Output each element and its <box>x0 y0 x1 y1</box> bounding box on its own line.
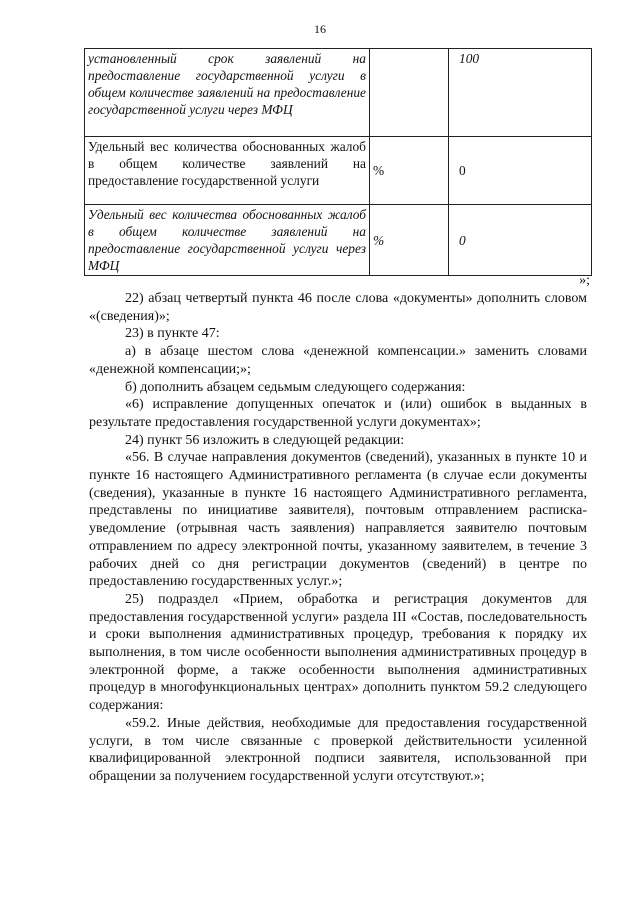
indicator-name: Удельный вес количества обоснованных жалоб в общем количестве заявлений на предоставление государственной услуги <box>85 137 370 205</box>
paragraph: «6) исправление допущенных опечаток и (или) ошибок в выданных в результате предоставления государственной услуги документах»; <box>89 397 587 430</box>
paragraph: «59.2. Иные действия, необходимые для предоставления государственной услуги, в том числе связанные с проверкой действительности усиленной квалифицированной электронной подписи заявителя, использованной при обращении за получением государственной услуги отсутствуют.»; <box>89 715 587 784</box>
paragraph: 22) абзац четвертый пункта 46 после слова «документы» дополнить словом «(сведения)»; <box>89 291 587 324</box>
indicators-table <box>84 48 592 276</box>
indicator-unit <box>370 49 449 137</box>
indicator-name: установленный срок заявлений на предоставление государственной услуги в общем количестве заявлений на предоставление государственной услуги через МФЦ <box>85 49 370 137</box>
amendment-text <box>89 290 587 786</box>
indicator-unit: % <box>370 205 449 276</box>
indicator-value: 100 <box>449 49 592 137</box>
indicator-name: Удельный вес количества обоснованных жалоб в общем количестве заявлений на предоставление государственной услуги через МФЦ <box>85 205 370 276</box>
paragraph: «56. В случае направления документов (сведений), указанных в пункте 10 и пункте 16 настоящего Административного регламента (в случае если документы (сведения), указанные в пункте 16 настоящего Административного регламента, представлены по инициативе заявителя), почтовым отправлением расписка-уведомление (отрывная часть заявления) направляется заявителю почтовым отправлением по адресу электронной почты, указанному заявителем, в течение 3 рабочих дней со дня регистрации документов (сведений) в центре по предоставлению государственных услуг.»; <box>89 450 587 590</box>
paragraph: 24) пункт 56 изложить в следующей редакции: <box>125 432 405 448</box>
paragraph: б) дополнить абзацем седьмым следующего содержания: <box>125 379 466 395</box>
table-row <box>85 137 592 205</box>
page-number: 16 <box>314 22 326 36</box>
table-row <box>85 49 592 137</box>
indicator-unit: % <box>370 137 449 205</box>
paragraph: а) в абзаце шестом слова «денежной компенсации.» заменить словами «денежной компенсации;»; <box>89 344 587 377</box>
paragraph: 23) в пункте 47: <box>125 326 220 342</box>
table-row <box>85 205 592 276</box>
paragraph: 25) подраздел «Прием, обработка и регистрация документов для предоставления государственной услуги» раздела III «Состав, последовательность и сроки выполнения административных процедур, требования к порядку их выполнения, в том числе особенности выполнения административных процедур в электронной форме, а также особенности выполнения административных процедур в многофункциональных центрах» дополнить пунктом 59.2 следующего содержания: <box>89 591 587 714</box>
closing-quote: »; <box>579 273 590 288</box>
indicator-value: 0 <box>449 205 592 276</box>
indicator-value: 0 <box>449 137 592 205</box>
